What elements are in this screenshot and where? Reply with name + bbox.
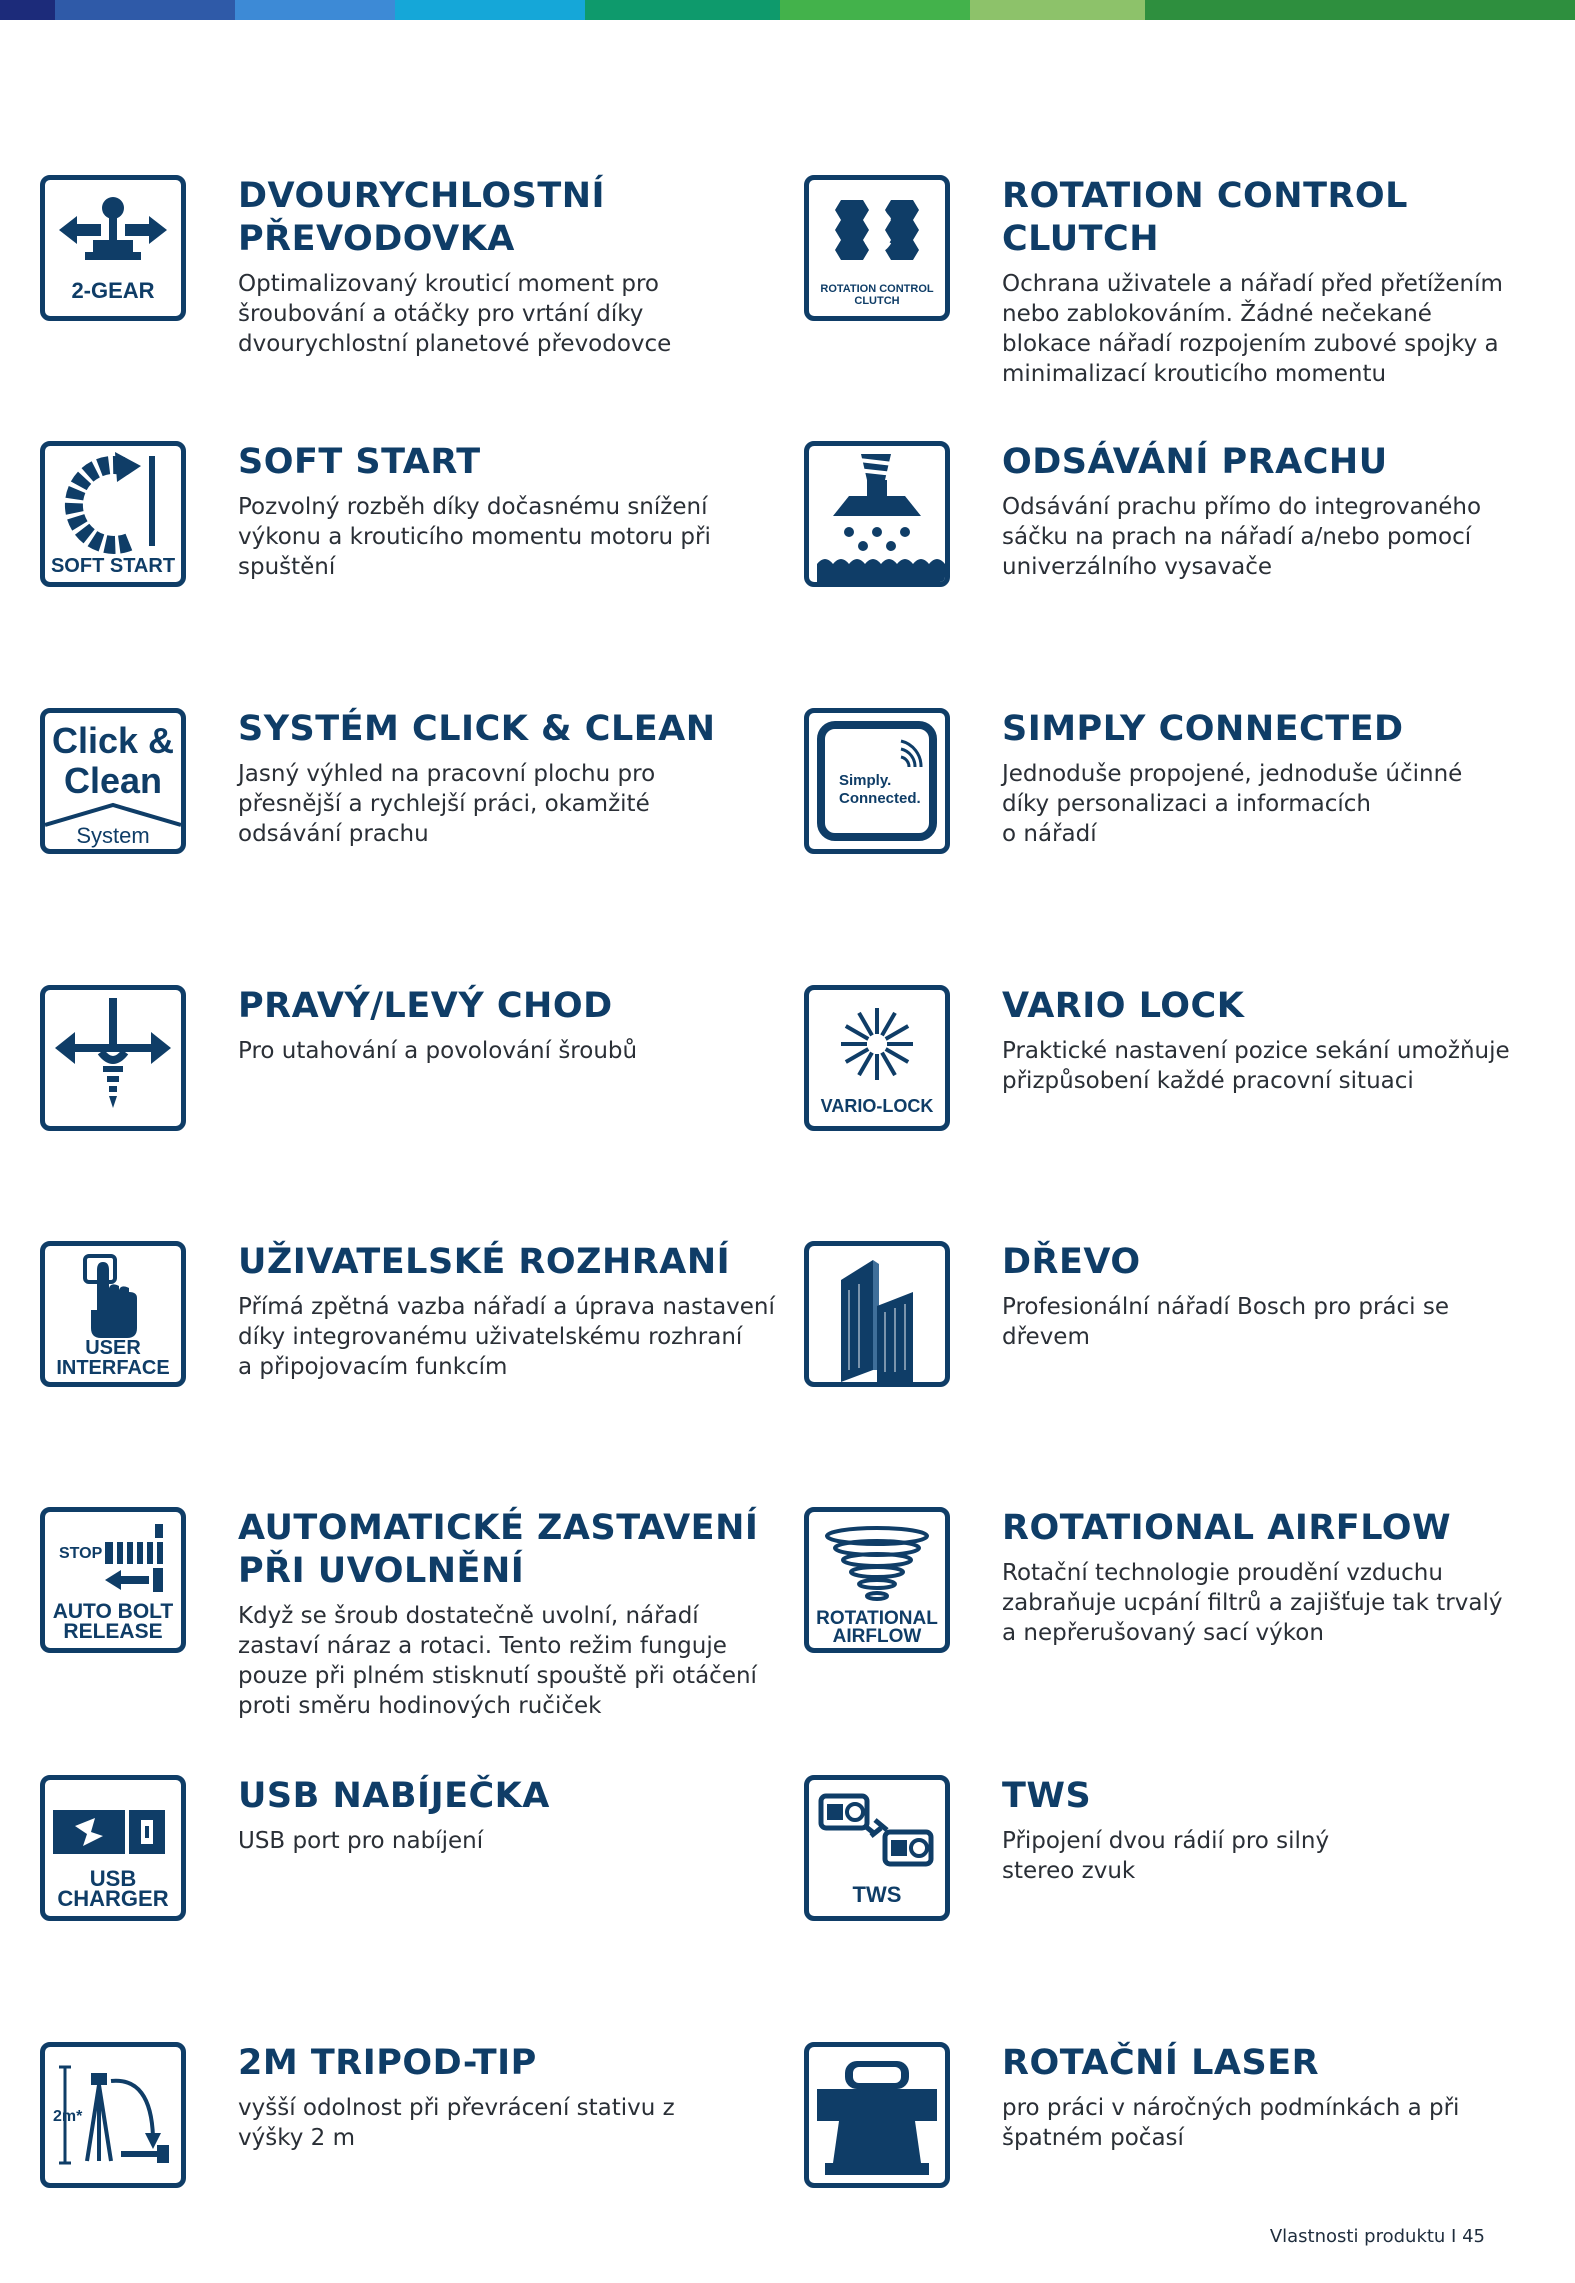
feature-vario-lock	[800, 985, 1520, 1205]
feature-title	[1002, 175, 1542, 261]
svg-text:USER: USER	[85, 1337, 141, 1359]
feature-description-line: vyšší odolnost při převrácení stativu z	[238, 2095, 675, 2121]
feature-description-line: sáčku na prach na nářadí a/nebo pomocí	[1002, 524, 1472, 550]
tornado-icon	[804, 1507, 950, 1653]
feature-description	[1002, 2093, 1542, 2153]
color-stripe	[0, 0, 55, 20]
top-color-bar	[0, 0, 1575, 20]
feature-description	[238, 269, 778, 359]
svg-text:STOP: STOP	[59, 1545, 103, 1562]
feature-rotational-airflow	[800, 1507, 1520, 1727]
svg-text:Clean: Clean	[63, 760, 163, 801]
soft-start-icon	[40, 441, 186, 587]
feature-description	[238, 1826, 778, 1856]
svg-text:AIRFLOW: AIRFLOW	[832, 1626, 922, 1647]
feature-description-line: stereo zvuk	[1002, 1858, 1136, 1884]
feature-dust-extraction	[800, 441, 1520, 661]
feature-title-line: TWS	[1002, 1776, 1092, 1816]
feature-description	[1002, 492, 1542, 582]
feature-title-line: DŘEVO	[1002, 1242, 1141, 1282]
color-stripe	[1145, 0, 1575, 20]
feature-description-line: Pro utahování a povolování šroubů	[238, 1038, 638, 1064]
feature-description-line: výkonu a krouticího momentu motoru při	[238, 524, 711, 550]
gear-shift-icon	[40, 175, 186, 321]
feature-auto-bolt-release	[40, 1507, 760, 1727]
feature-description-line: blokace nářadí rozpojením zubové spojky a	[1002, 331, 1499, 357]
feature-description	[1002, 1036, 1542, 1096]
feature-title	[238, 708, 778, 751]
feature-title-line: PŘEVODOVKA	[238, 219, 515, 259]
svg-text:System: System	[76, 823, 150, 848]
svg-text:CLUTCH: CLUTCH	[854, 295, 900, 307]
feature-description-line: Odsávání prachu přímo do integrovaného	[1002, 494, 1482, 520]
feature-description-line: Optimalizovaný krouticí moment pro	[238, 271, 659, 297]
usb-charger-icon	[40, 1775, 186, 1921]
feature-title	[1002, 985, 1542, 1028]
svg-text:ROTATION CONTROL: ROTATION CONTROL	[820, 283, 934, 295]
feature-title	[238, 441, 778, 484]
feature-title	[238, 985, 778, 1028]
feature-description-line: zabraňuje ucpání filtrů a zajišťuje tak trvalý	[1002, 1590, 1503, 1616]
touch-hand-icon	[40, 1241, 186, 1387]
color-stripe	[780, 0, 970, 20]
feature-title	[1002, 1775, 1542, 1818]
feature-description-line: Praktické nastavení pozice sekání umožňuje	[1002, 1038, 1510, 1064]
feature-click-clean	[40, 708, 760, 928]
rotary-laser-icon	[804, 2042, 950, 2188]
direction-arrows-icon	[40, 985, 186, 1131]
feature-title	[1002, 708, 1542, 751]
feature-description-line: Profesionální nářadí Bosch pro práci se	[1002, 1294, 1449, 1320]
feature-tripod-tip	[40, 2042, 760, 2262]
feature-title-line: SYSTÉM CLICK & CLEAN	[238, 709, 716, 749]
feature-description	[1002, 269, 1542, 389]
feature-title-line: ROTAČNÍ LASER	[1002, 2043, 1320, 2083]
feature-description-line: a nepřerušovaný sací výkon	[1002, 1620, 1324, 1646]
feature-description-line: dřevem	[1002, 1324, 1090, 1350]
feature-simply-connected	[800, 708, 1520, 928]
feature-title-line: VARIO LOCK	[1002, 986, 1245, 1026]
svg-text:2-GEAR: 2-GEAR	[71, 278, 155, 303]
feature-title-line: USB NABÍJEČKA	[238, 1776, 550, 1816]
feature-description-line: Jednoduše propojené, jednoduše účinné	[1002, 761, 1463, 787]
feature-description-line: Když se šroub dostatečně uvolní, nářadí	[238, 1603, 699, 1629]
color-stripe	[55, 0, 235, 20]
page-footer: Vlastnosti produktu I 45	[1269, 2226, 1485, 2247]
feature-title-line: DVOURYCHLOSTNÍ	[238, 176, 606, 216]
connectivity-icon	[804, 708, 950, 854]
feature-usb-charger	[40, 1775, 760, 1995]
feature-description-line: šroubování a otáčky pro vrtání díky	[238, 301, 644, 327]
auto-bolt-release-icon	[40, 1507, 186, 1653]
svg-text:2m*: 2m*	[53, 2108, 83, 2125]
feature-title-line: AUTOMATICKÉ ZASTAVENÍ	[238, 1508, 759, 1548]
feature-description-line: odsávání prachu	[238, 821, 429, 847]
feature-description-line: pro práci v náročných podmínkách a při	[1002, 2095, 1460, 2121]
feature-description-line: dvourychlostní planetové převodovce	[238, 331, 672, 357]
feature-description-line: Jasný výhled na pracovní plochu pro	[238, 761, 656, 787]
feature-description-line: přizpůsobení každé pracovní situaci	[1002, 1068, 1414, 1094]
feature-description	[238, 2093, 778, 2153]
feature-title	[1002, 1241, 1542, 1284]
feature-title-line: 2M TRIPOD-TIP	[238, 2043, 537, 2083]
feature-title-line: ODSÁVÁNÍ PRACHU	[1002, 442, 1388, 482]
svg-text:USB: USB	[89, 1866, 137, 1891]
dust-extraction-icon	[804, 441, 950, 587]
feature-description-line: minimalizací krouticího momentu	[1002, 361, 1387, 387]
feature-description-line: výšky 2 m	[238, 2125, 355, 2151]
feature-description-line: Přímá zpětná vazba nářadí a úprava nastavení	[238, 1294, 775, 1320]
feature-title-line: PŘI UVOLNĚNÍ	[238, 1551, 525, 1591]
feature-description	[1002, 1826, 1542, 1886]
feature-title-line: ROTATION CONTROL	[1002, 176, 1408, 216]
svg-text:SOFT START: SOFT START	[50, 555, 176, 577]
feature-description-line: Připojení dvou rádií pro silný	[1002, 1828, 1330, 1854]
svg-text:Simply.: Simply.	[839, 772, 892, 789]
feature-user-interface	[40, 1241, 775, 1461]
feature-title	[1002, 2042, 1542, 2085]
color-stripe	[235, 0, 395, 20]
feature-description	[238, 1601, 778, 1721]
feature-title	[238, 2042, 778, 2085]
feature-description-line: díky personalizaci a informacích	[1002, 791, 1371, 817]
feature-title	[238, 175, 778, 261]
clutch-icon	[804, 175, 950, 321]
feature-description-line: a připojovacím funkcím	[238, 1354, 508, 1380]
feature-title-line: CLUTCH	[1002, 219, 1160, 259]
feature-title-line: ROTATIONAL AIRFLOW	[1002, 1508, 1452, 1548]
feature-description	[1002, 759, 1542, 849]
feature-description-line: nebo zablokováním. Žádné nečekané	[1002, 301, 1432, 327]
svg-text:VARIO-LOCK: VARIO-LOCK	[820, 1096, 934, 1116]
svg-text:Click &: Click &	[51, 720, 175, 761]
feature-description-line: univerzálního vysavače	[1002, 554, 1273, 580]
feature-rotation-control-clutch	[800, 175, 1520, 395]
feature-description-line: Pozvolný rozběh díky dočasnému snížení	[238, 494, 708, 520]
feature-title	[238, 1507, 778, 1593]
feature-description	[238, 1292, 778, 1382]
svg-text:TWS: TWS	[852, 1882, 902, 1907]
tripod-tip-icon	[40, 2042, 186, 2188]
feature-title-line: UŽIVATELSKÉ ROZHRANÍ	[238, 1242, 731, 1282]
feature-title-line: SIMPLY CONNECTED	[1002, 709, 1404, 749]
feature-two-gear	[40, 175, 760, 395]
feature-description	[238, 1036, 778, 1066]
click-clean-icon	[40, 708, 186, 854]
feature-description-line: spuštění	[238, 554, 336, 580]
feature-description-line: přesnější a rychlejší práci, okamžité	[238, 791, 650, 817]
feature-description	[1002, 1292, 1542, 1352]
svg-text:CHARGER: CHARGER	[57, 1886, 169, 1911]
feature-description-line: špatném počasí	[1002, 2125, 1184, 2151]
feature-soft-start	[40, 441, 760, 661]
svg-text:INTERFACE: INTERFACE	[56, 1357, 170, 1379]
feature-wood	[800, 1241, 1520, 1461]
vario-lock-icon	[804, 985, 950, 1131]
feature-description	[238, 492, 778, 582]
feature-description-line: díky integrovanému uživatelskému rozhraní	[238, 1324, 743, 1350]
feature-description-line: proti směru hodinových ručiček	[238, 1693, 602, 1719]
feature-title-line: SOFT START	[238, 442, 481, 482]
feature-title	[238, 1241, 778, 1284]
feature-description-line: Ochrana uživatele a nářadí před přetížením	[1002, 271, 1503, 297]
color-stripe	[395, 0, 585, 20]
feature-title	[1002, 441, 1542, 484]
feature-title	[1002, 1507, 1542, 1550]
svg-text:ROTATIONAL: ROTATIONAL	[816, 1608, 938, 1629]
tws-radios-icon	[804, 1775, 950, 1921]
feature-description-line: zastaví náraz a rotaci. Tento režim funguje	[238, 1633, 727, 1659]
wood-planks-icon	[804, 1241, 950, 1387]
feature-description	[1002, 1558, 1542, 1648]
svg-text:RELEASE: RELEASE	[63, 1620, 163, 1643]
feature-description-line: USB port pro nabíjení	[238, 1828, 484, 1854]
feature-tws	[800, 1775, 1520, 1995]
feature-description-line: pouze při plném stisknutí spouště při otáčení	[238, 1663, 757, 1689]
feature-description-line: Rotační technologie proudění vzduchu	[1002, 1560, 1443, 1586]
feature-title-line: PRAVÝ/LEVÝ CHOD	[238, 986, 613, 1026]
feature-description-line: o nářadí	[1002, 821, 1097, 847]
svg-text:AUTO BOLT: AUTO BOLT	[52, 1600, 174, 1623]
color-stripe	[585, 0, 780, 20]
feature-description	[238, 759, 778, 849]
feature-title	[238, 1775, 778, 1818]
color-stripe	[970, 0, 1145, 20]
svg-text:Connected.: Connected.	[839, 790, 921, 807]
feature-right-left	[40, 985, 760, 1205]
